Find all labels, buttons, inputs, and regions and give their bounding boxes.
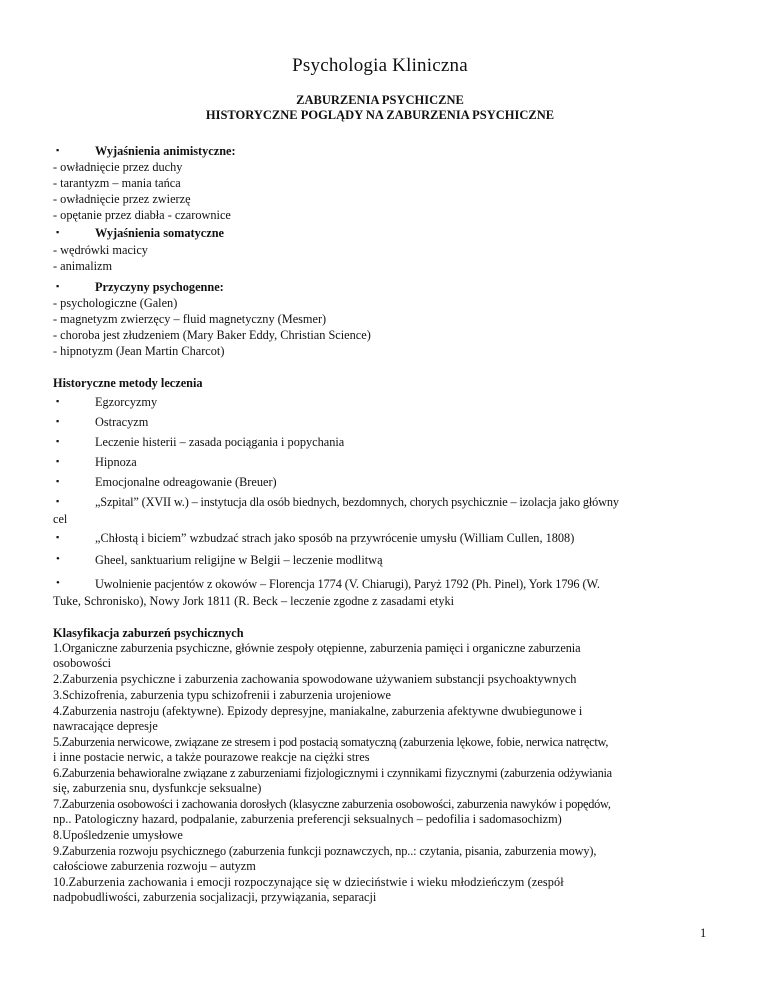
somatic-heading: Wyjaśnienia somatyczne	[95, 226, 224, 240]
classification-item: 1.Organiczne zaburzenia psychiczne, głównie zespoły otępienne, zaburzenia pamięci i organiczne zaburzenia	[53, 641, 581, 655]
list-item: - animalizm	[53, 259, 113, 273]
section-subtitle: HISTORYCZNE POGLĄDY NA ZABURZENIA PSYCHICZNE	[205, 108, 555, 122]
classification-item: 7.Zaburzenia osobowości i zachowania dorosłych (klasyczne zaburzenia osobowości, zaburzenia nawyków i popędów,	[53, 797, 611, 811]
method-item-uwolnienie-cont: Tuke, Schronisko), Nowy Jork 1811 (R. Beck – leczenie zgodne z zasadami etyki	[53, 594, 455, 608]
classification-item: 2.Zaburzenia psychiczne i zaburzenia zachowania spowodowane używaniem substancji psychoaktywnych	[53, 672, 577, 686]
bullet-icon: ▪	[56, 476, 60, 486]
list-item: - owładnięcie przez zwierzę	[53, 192, 191, 206]
list-item: - magnetyzm zwierzęcy – fluid magnetyczny (Mesmer)	[53, 312, 327, 326]
classification-item: 8.Upośledzenie umysłowe	[53, 828, 183, 842]
document-title: Psychologia Kliniczna	[292, 55, 468, 76]
list-item: - choroba jest złudzeniem (Mary Baker Eddy, Christian Science)	[53, 328, 371, 342]
bullet-icon: ▪	[56, 456, 60, 466]
bullet-icon: ▪	[56, 227, 60, 237]
method-item-chlosta: „Chłostą i biciem” wzbudzać strach jako sposób na przywrócenie umysłu (William Cullen, 1808)	[95, 531, 575, 545]
classification-item: 6.Zaburzenia behawioralne związane z zaburzeniami fizjologicznymi i czynnikami fizycznymi (zaburzenia odżywiania	[53, 766, 612, 780]
classification-item: 3.Schizofrenia, zaburzenia typu schizofrenii i zaburzenia urojeniowe	[53, 688, 392, 702]
classification-item-cont: się, zaburzenia snu, dysfunkcje seksualne)	[53, 781, 262, 795]
classification-heading: Klasyfikacja zaburzeń psychicznych	[53, 626, 244, 640]
classification-item-cont: i inne postacie nerwic, a także pourazowe reakcje na ciężki stres	[53, 750, 370, 764]
classification-item-cont: osobowości	[53, 656, 112, 670]
method-item-szpital: „Szpital” (XVII w.) – instytucja dla osób biednych, bezdomnych, chorych psychicznie – izolacja jako główny	[95, 495, 619, 509]
page-number: 1	[700, 926, 707, 940]
bullet-icon: ▪	[56, 436, 60, 446]
method-item: Hipnoza	[95, 455, 137, 469]
classification-item: 4.Zaburzenia nastroju (afektywne). Epizody depresyjne, maniakalne, zaburzenia afektywne dwubiegunowe i	[53, 704, 583, 718]
section-title: ZABURZENIA PSYCHICZNE	[296, 93, 464, 107]
bullet-icon: ▪	[56, 532, 60, 542]
list-item: - owładnięcie przez duchy	[53, 160, 183, 174]
bullet-icon: ▪	[56, 145, 60, 155]
methods-heading: Historyczne metody leczenia	[53, 376, 203, 390]
classification-item-cont: nadpobudliwości, zaburzenia socjalizacji, przywiązania, separacji	[53, 890, 377, 904]
classification-item: 5.Zaburzenia nerwicowe, związane ze stresem i pod postacią somatyczną (zaburzenia lękowe, fobie, nerwica natręctw,	[53, 735, 609, 749]
bullet-icon: ▪	[56, 396, 60, 406]
bullet-icon: ▪	[56, 496, 60, 506]
method-item-szpital-cont: cel	[53, 512, 68, 526]
bullet-icon: ▪	[56, 416, 60, 426]
classification-item-cont: nawracające depresje	[53, 719, 158, 733]
bullet-icon: •	[56, 553, 60, 565]
method-item-gheel: Gheel, sanktuarium religijne w Belgii – leczenie modlitwą	[95, 553, 383, 567]
method-item: Leczenie histerii – zasada pociągania i popychania	[95, 435, 345, 449]
method-item-uwolnienie: Uwolnienie pacjentów z okowów – Florencja 1774 (V. Chiarugi), Paryż 1792 (Ph. Pinel), York 1796 (W.	[95, 577, 600, 591]
classification-item-cont: całościowe zaburzenia rozwoju – autyzm	[53, 859, 256, 873]
classification-item: 9.Zaburzenia rozwoju psychicznego (zaburzenia funkcji poznawczych, np..: czytania, pisania, zaburzenia mowy),	[53, 844, 597, 858]
bullet-icon: ▪	[56, 281, 60, 291]
method-item: Ostracyzm	[95, 415, 149, 429]
list-item: - wędrówki macicy	[53, 243, 148, 257]
list-item: - opętanie przez diabła - czarownice	[53, 208, 231, 222]
list-item: - tarantyzm – mania tańca	[53, 176, 181, 190]
method-item: Emocjonalne odreagowanie (Breuer)	[95, 475, 277, 489]
classification-item: 10.Zaburzenia zachowania i emocji rozpoczynające się w dzieciństwie i wieku młodzieńczym (zespół	[53, 875, 564, 889]
list-item: - psychologiczne (Galen)	[53, 296, 178, 310]
animistic-heading: Wyjaśnienia animistyczne:	[95, 144, 236, 158]
list-item: - hipnotyzm (Jean Martin Charcot)	[53, 344, 225, 358]
method-item: Egzorcyzmy	[95, 395, 158, 409]
bullet-icon: •	[56, 577, 60, 589]
classification-item-cont: np.. Patologiczny hazard, podpalanie, zaburzenia preferencji seksualnych – pedofilia i sadomasochizm)	[53, 812, 562, 826]
psychogenic-heading: Przyczyny psychogenne:	[95, 280, 224, 294]
